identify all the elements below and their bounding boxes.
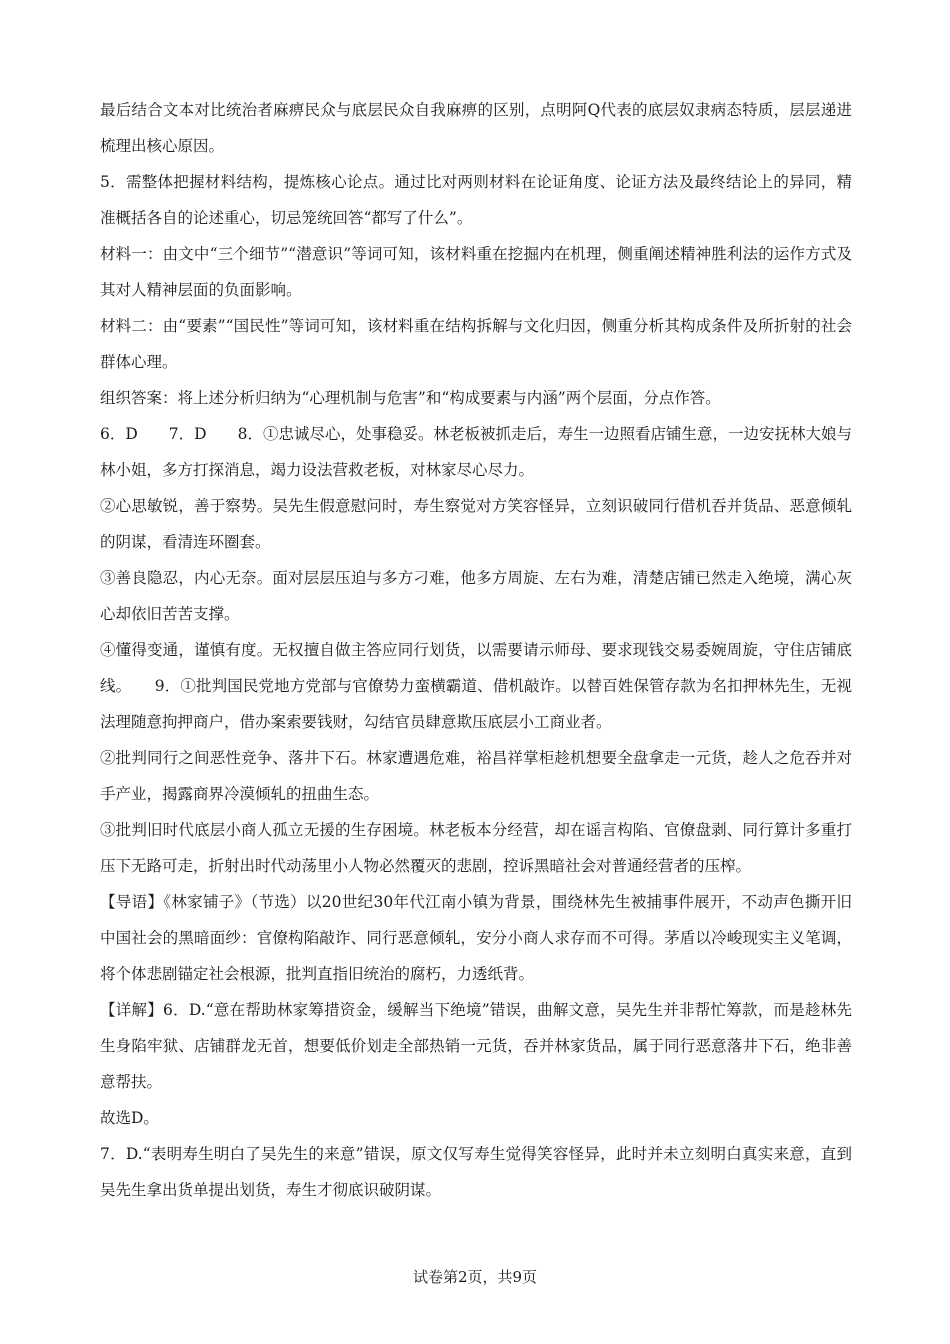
paragraph-q8-point-four-q9-point-one: ④懂得变通，谨慎有度。无权擅自做主答应同行划货，以需要请示师母、要求现钱交易委婉周旋，守住店铺底线。 9．①批判国民党地方党部与官僚势力蛮横霸道、借机敲诈。以替百姓保管存款为名扣押林先生，无视法理随意拘押商户，借办案索要钱财，勾结官员肆意欺压底层小工商业者。 bbox=[100, 641, 852, 731]
paragraph-q8-point-three: ③善良隐忍，内心无奈。面对层层压迫与多方刁难，他多方周旋、左右为难，清楚店铺已然走入绝境，满心灰心却依旧苦苦支撑。 bbox=[100, 569, 852, 623]
paragraph-detail-q6: 【详解】6．D.“意在帮助林家筹措资金，缓解当下绝境”错误，曲解文意，吴先生并非帮忙筹款，而是趁林先生身陷牢狱、店铺群龙无首，想要低价划走全部热销一元货，吞并林家货品，属于同行恶意落井下石，绝非善意帮扶。 bbox=[100, 1001, 852, 1091]
paragraph-detail-q7: 7．D.“表明寿生明白了吴先生的来意”错误，原文仅写寿生觉得笑容怪异，此时并未立刻明白真实来意，直到吴先生拿出货单提出划货，寿生才彻底识破阴谋。 bbox=[100, 1145, 852, 1199]
answer-text-body bbox=[100, 92, 852, 1208]
paragraph-q8-point-two: ②心思敏锐，善于察势。吴先生假意慰问时，寿生察觉对方笑容怪异，立刻识破同行借机吞并货品、恶意倾轧的阴谋，看清连环圈套。 bbox=[100, 497, 852, 551]
paragraph-q5-answer-organization: 组织答案：将上述分析归纳为“心理机制与危害”和“构成要素与内涵”两个层面，分点作答。 bbox=[100, 389, 721, 407]
paragraph-q5-material-two: 材料二：由“要素”“国民性”等词可知，该材料重在结构拆解与文化归因，侧重分析其构成条件及所折射的社会群体心理。 bbox=[100, 317, 852, 371]
paragraph-q5-method: 5．需整体把握材料结构，提炼核心论点。通过比对两则材料在论证角度、论证方法及最终结论上的异同，精准概括各自的论述重心，切忌笼统回答“都写了什么”。 bbox=[100, 173, 852, 227]
page-footer: 试卷第2页，共9页 bbox=[412, 1268, 538, 1286]
paragraph-introduction: 【导语】《林家铺子》（节选）以20世纪30年代江南小镇为背景，围绕林先生被捕事件展开，不动声色撕开旧中国社会的黑暗面纱：官僚构陷敲诈、同行恶意倾轧，安分小商人求存而不可得。茅盾以冷峻现实主义笔调，将个体悲剧锚定社会根源，批判直指旧统治的腐朽，力透纸背。 bbox=[100, 893, 852, 983]
paragraph-q4-conclusion: 最后结合文本对比统治者麻痹民众与底层民众自我麻痹的区别，点明阿Q代表的底层奴隶病态特质，层层递进梳理出核心原因。 bbox=[100, 101, 852, 155]
paragraph-q9-point-three: ③批判旧时代底层小商人孤立无援的生存困境。林老板本分经营，却在谣言构陷、官僚盘剥、同行算计多重打压下无路可走，折射出时代动荡里小人物必然覆灭的悲剧，控诉黑暗社会对普通经营者的压榨。 bbox=[100, 821, 852, 875]
paragraph-q6-choice: 故选D。 bbox=[100, 1109, 159, 1127]
paragraph-q6-q8-answers: 6．D 7．D 8．①忠诚尽心，处事稳妥。林老板被抓走后，寿生一边照看店铺生意，一边安抚林大娘与林小姐，多方打探消息，竭力设法营救老板，对林家尽心尽力。 bbox=[100, 425, 852, 479]
paragraph-q9-point-two: ②批判同行之间恶性竞争、落井下石。林家遭遇危难，裕昌祥掌柜趁机想要全盘拿走一元货，趁人之危吞并对手产业，揭露商界冷漠倾轧的扭曲生态。 bbox=[100, 749, 852, 803]
paragraph-q5-material-one: 材料一：由文中“三个细节”“潜意识”等词可知，该材料重在挖掘内在机理，侧重阐述精神胜利法的运作方式及其对人精神层面的负面影响。 bbox=[100, 245, 852, 299]
